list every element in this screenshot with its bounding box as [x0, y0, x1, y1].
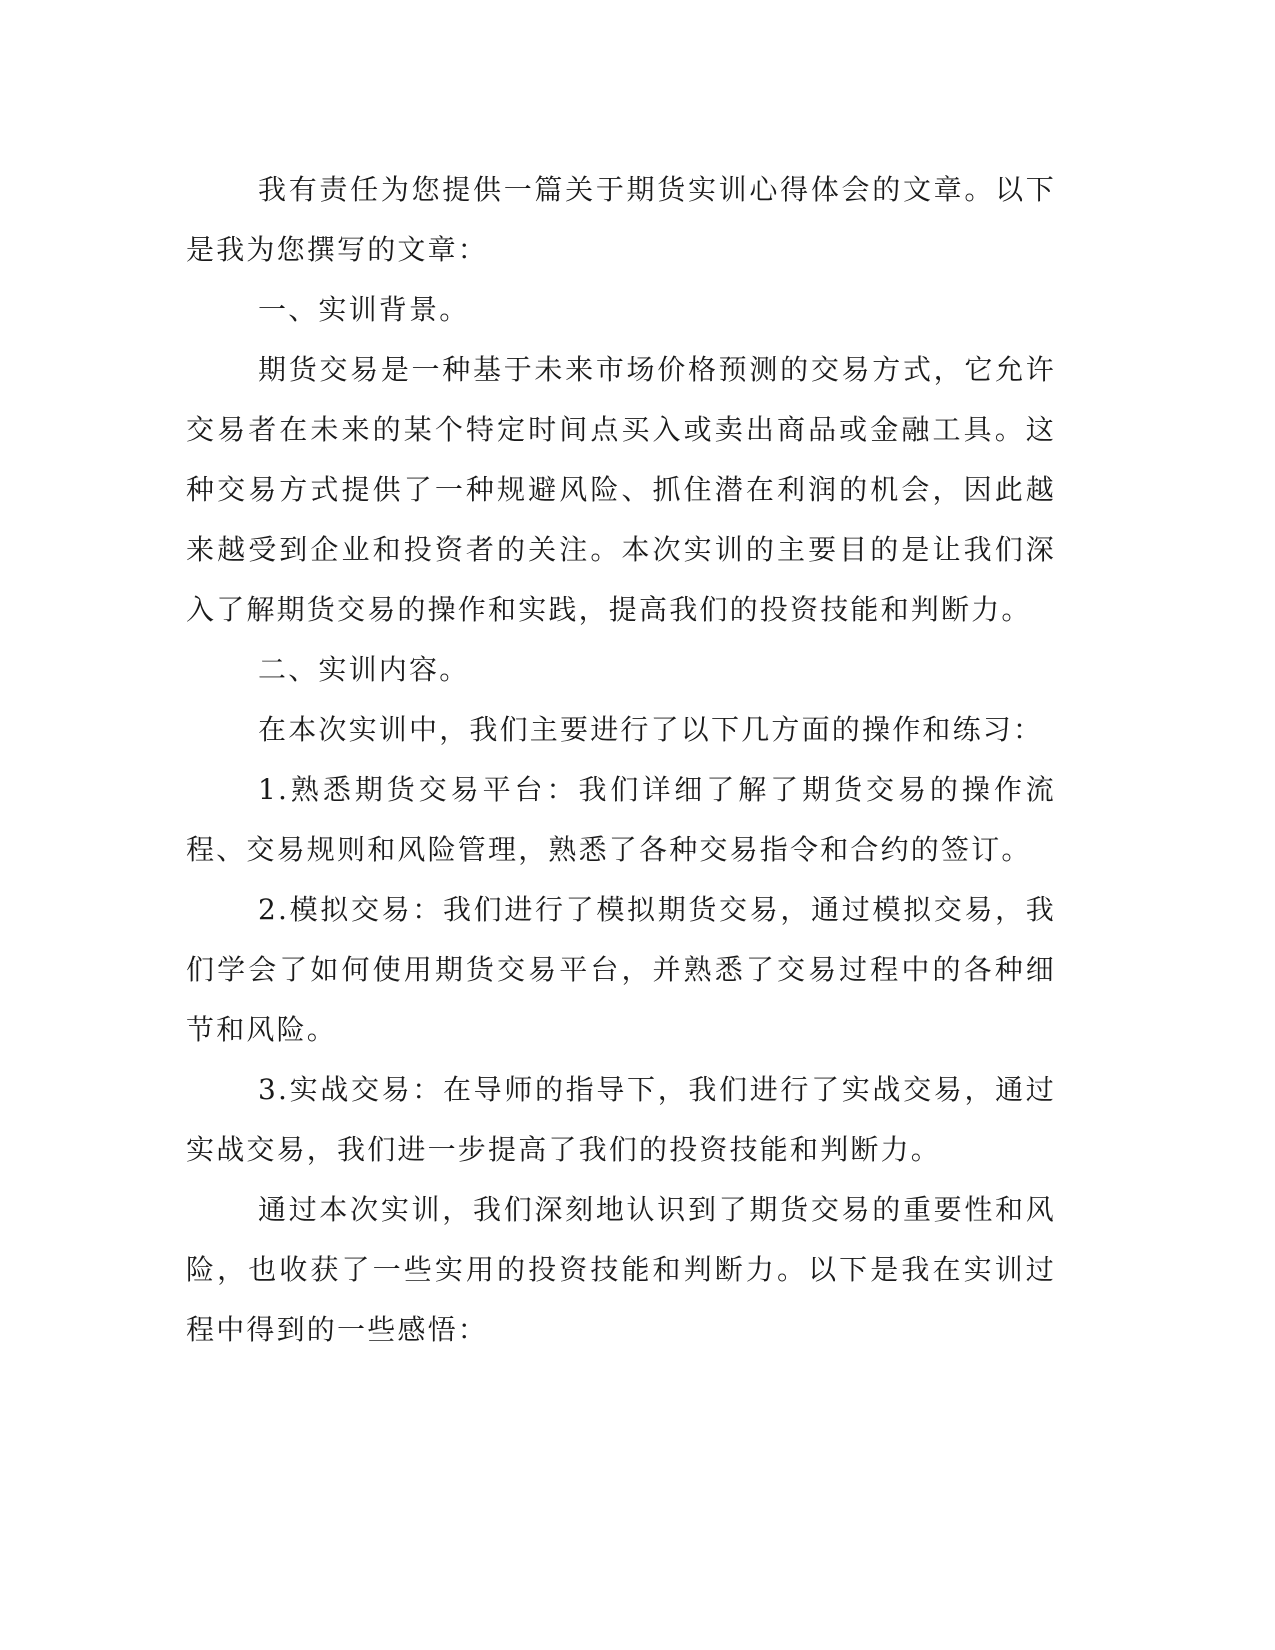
list-item-live-trading: 3.实战交易：在导师的指导下，我们进行了实战交易，通过实战交易，我们进一步提高了我们的投资技能和判断力。 [186, 1073, 1056, 1166]
background-paragraph: 期货交易是一种基于未来市场价格预测的交易方式，它允许交易者在未来的某个特定时间点买入或卖出商品或金融工具。这种交易方式提供了一种规避风险、抓住潜在利润的机会，因此越来越受到企业和投资者的关注。本次实训的主要目的是让我们深入了解期货交易的操作和实践，提高我们的投资技能和判断力。 [186, 353, 1056, 626]
section-heading-content: 二、实训内容。 [258, 653, 470, 686]
section-heading-background: 一、实训背景。 [258, 293, 470, 326]
document-body [186, 160, 1056, 1360]
list-item-platform: 1.熟悉期货交易平台：我们详细了解了期货交易的操作流程、交易规则和风险管理，熟悉了各种交易指令和合约的签订。 [186, 773, 1056, 866]
content-intro-paragraph: 在本次实训中，我们主要进行了以下几方面的操作和练习： [258, 713, 1044, 746]
intro-paragraph: 我有责任为您提供一篇关于期货实训心得体会的文章。以下是我为您撰写的文章： [186, 173, 1056, 266]
list-item-simulation: 2.模拟交易：我们进行了模拟期货交易，通过模拟交易，我们学会了如何使用期货交易平台，并熟悉了交易过程中的各种细节和风险。 [186, 893, 1056, 1046]
conclusion-paragraph: 通过本次实训，我们深刻地认识到了期货交易的重要性和风险，也收获了一些实用的投资技能和判断力。以下是我在实训过程中得到的一些感悟： [186, 1193, 1056, 1346]
